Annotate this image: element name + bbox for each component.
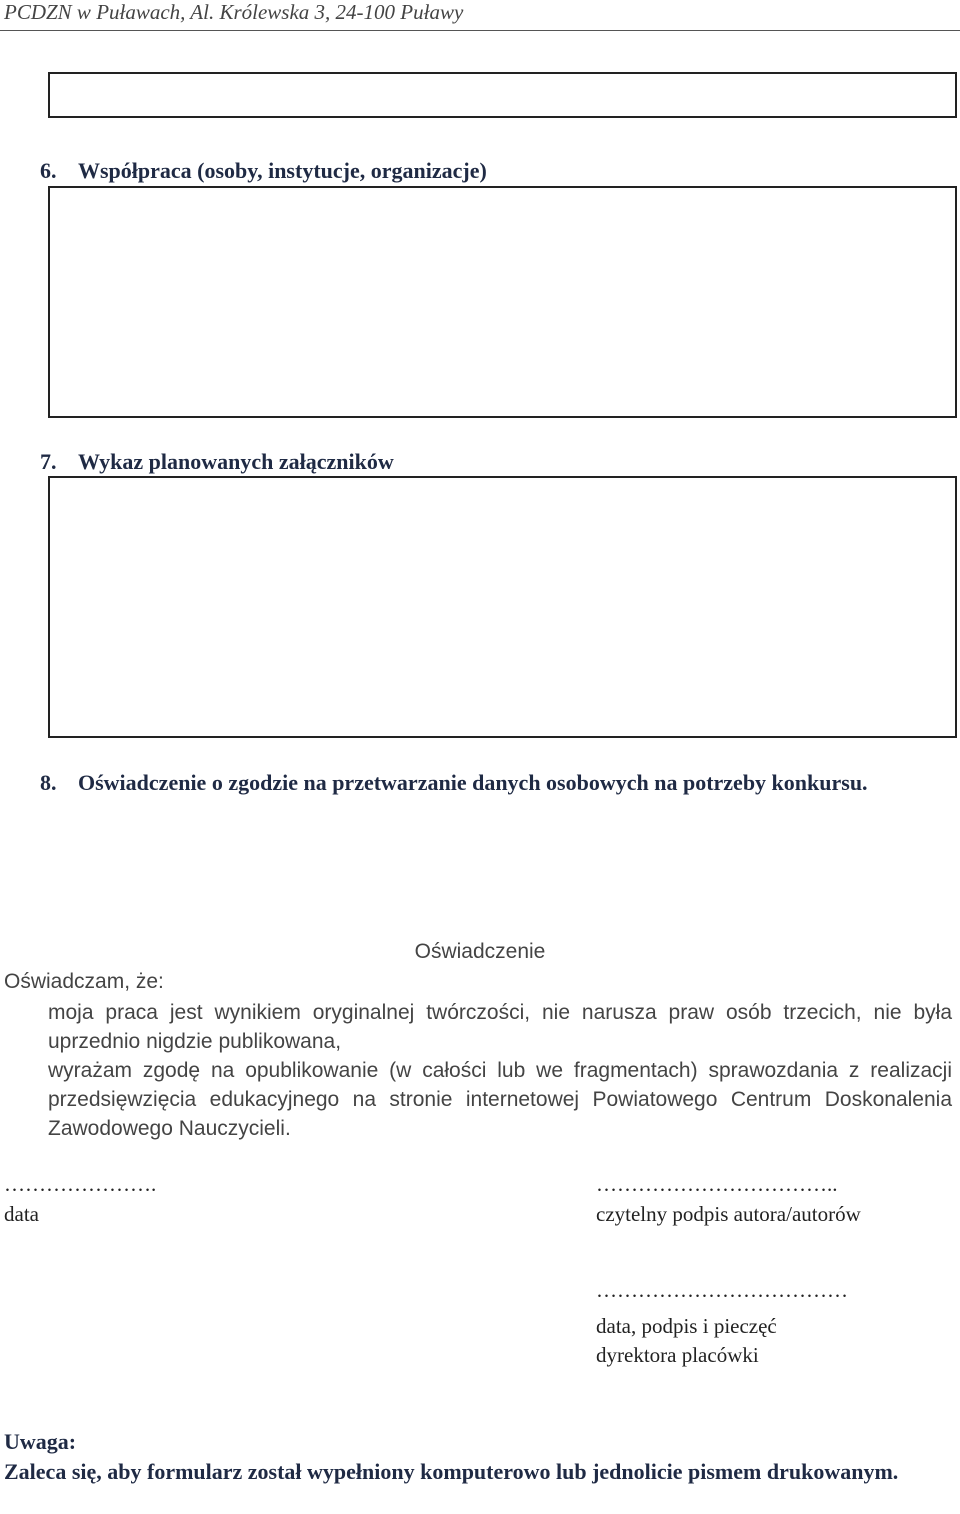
- cooperation-field[interactable]: [48, 186, 957, 418]
- declaration-paragraph-2: wyrażam zgodę na opublikowanie (w całości lub we fragmentach) sprawozdania z realizacji przedsięwzięcia edukacyjnego na stronie internetowej Powiatowego Centrum Doskonalenia Zawodowego Nauczycieli.: [48, 1059, 952, 1140]
- section-7-number: 7.: [40, 449, 57, 474]
- declaration-title: Oświadczenie: [414, 940, 546, 963]
- date-label: data: [4, 1202, 39, 1226]
- director-signature-dotted-line: ………………………………: [596, 1278, 848, 1302]
- section-8-number: 8.: [40, 770, 57, 795]
- section-6-number: 6.: [40, 158, 57, 183]
- header-text: PCDZN w Puławach, Al. Królewska 3, 24-100 Puławy: [4, 0, 464, 24]
- note-title: Uwaga:: [4, 1429, 77, 1454]
- section-6-title: Współpraca (osoby, instytucje, organizacje): [78, 158, 487, 183]
- section-7-title: Wykaz planowanych załączników: [78, 449, 394, 474]
- attachments-field[interactable]: [48, 476, 957, 738]
- section-7-heading: [40, 449, 394, 475]
- page-header: [0, 0, 960, 31]
- section-6-heading: [40, 158, 487, 184]
- date-dotted-line: ………………….: [4, 1172, 157, 1196]
- author-signature-dotted-line: ……………………………..: [596, 1172, 838, 1196]
- section-8-heading: [40, 768, 952, 798]
- previous-section-field[interactable]: [48, 72, 957, 118]
- declaration-intro: Oświadczam, że:: [4, 970, 164, 993]
- director-label-line-2: dyrektora placówki: [596, 1343, 759, 1367]
- declaration-paragraph-1: moja praca jest wynikiem oryginalnej twórczości, nie narusza praw osób trzecich, nie była uprzednio nigdzie publikowana,: [48, 1001, 952, 1053]
- director-label-line-1: data, podpis i pieczęć: [596, 1314, 777, 1338]
- author-signature-label: czytelny podpis autora/autorów: [596, 1202, 861, 1226]
- note-text: Zaleca się, aby formularz został wypełniony komputerowo lub jednolicie pismem drukowanym.: [4, 1459, 899, 1484]
- section-8-title: Oświadczenie o zgodzie na przetwarzanie danych osobowych na potrzeby konkursu.: [78, 770, 868, 795]
